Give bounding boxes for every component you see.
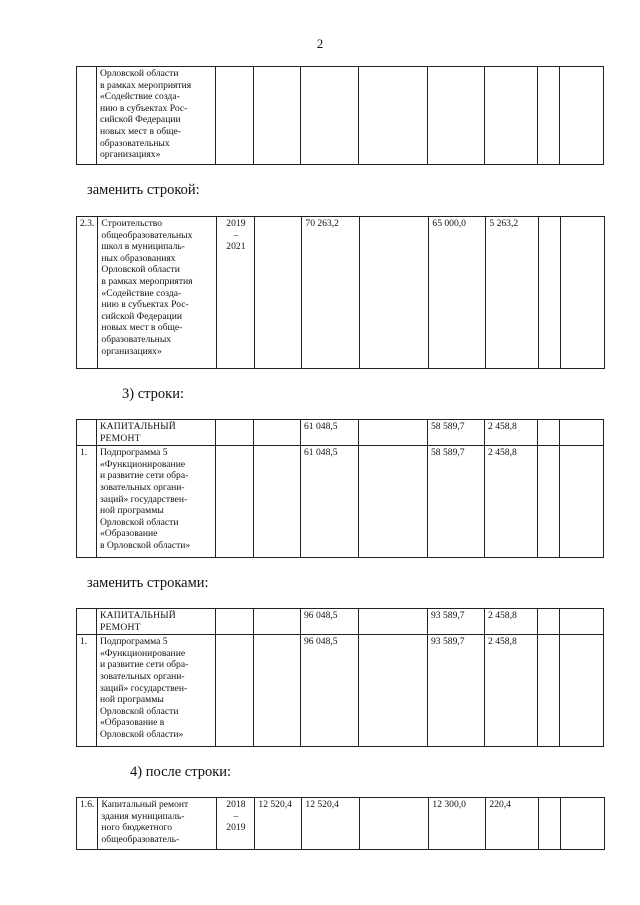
cell-value — [561, 798, 605, 850]
row-description: КАПИТАЛЬНЫЙ РЕМОНТ — [97, 609, 216, 635]
table-fragment-3 — [76, 419, 604, 558]
row-years — [216, 446, 254, 558]
cell-value — [538, 446, 560, 558]
cell-value — [539, 798, 561, 850]
cell-value: 93 589,7 — [428, 609, 485, 635]
row-years — [216, 635, 254, 747]
cell-value — [538, 609, 560, 635]
table-row — [77, 217, 605, 369]
cell-value: 58 589,7 — [428, 446, 485, 558]
cell-value — [560, 635, 604, 747]
cell-value — [360, 217, 429, 369]
table-row — [77, 609, 604, 635]
table-fragment-5 — [76, 797, 605, 850]
row-number — [77, 67, 97, 165]
heading-replace-with-rows: заменить строками: — [87, 575, 209, 591]
cell-value — [254, 67, 301, 165]
cell-value — [254, 420, 301, 446]
cell-value: 96 048,5 — [301, 609, 359, 635]
cell-value: 12 300,0 — [429, 798, 486, 850]
cell-value: 12 520,4 — [255, 798, 302, 850]
table-row — [77, 446, 604, 558]
heading-replace-with-row: заменить строкой: — [87, 182, 200, 198]
cell-value: 2 458,8 — [485, 446, 538, 558]
heading-after-row: 4) после строки: — [130, 764, 232, 780]
cell-value — [560, 420, 604, 446]
cell-value — [255, 217, 302, 369]
cell-value — [560, 609, 604, 635]
cell-value — [560, 446, 604, 558]
cell-value — [538, 67, 560, 165]
cell-value — [359, 446, 428, 558]
cell-value: 2 458,8 — [485, 420, 538, 446]
row-number — [77, 609, 97, 635]
table-fragment-4 — [76, 608, 604, 747]
cell-value — [539, 217, 561, 369]
row-number: 1. — [77, 635, 97, 747]
cell-value: 61 048,5 — [301, 420, 359, 446]
cell-value: 93 589,7 — [428, 635, 485, 747]
cell-value — [301, 67, 359, 165]
row-years — [216, 420, 254, 446]
table-row — [77, 798, 605, 850]
table-row — [77, 420, 604, 446]
cell-value: 5 263,2 — [486, 217, 539, 369]
cell-value — [359, 609, 428, 635]
cell-value — [254, 609, 301, 635]
row-number — [77, 420, 97, 446]
cell-value: 65 000,0 — [429, 217, 486, 369]
table-fragment-2 — [76, 216, 605, 369]
cell-value — [359, 635, 428, 747]
cell-value — [428, 67, 485, 165]
row-years: 2019 – 2021 — [217, 217, 255, 369]
row-description: Капитальный ремонт здания муниципаль- ного бюджетного общеобразователь- — [98, 798, 217, 850]
row-number: 1.6. — [77, 798, 98, 850]
row-description: Строительство общеобразовательных школ в муниципаль- ных образованиях Орловской области в рамках мероприятия «Содействие созда- нию в субъектах Рос- сийской Федерации новых мест в обще- образовательных организациях» — [98, 217, 217, 369]
cell-value — [254, 635, 301, 747]
row-years — [216, 609, 254, 635]
row-description: КАПИТАЛЬНЫЙ РЕМОНТ — [97, 420, 216, 446]
cell-value — [561, 217, 605, 369]
cell-value: 2 458,8 — [485, 609, 538, 635]
table-row — [77, 67, 604, 165]
cell-value: 220,4 — [486, 798, 539, 850]
cell-value — [360, 798, 429, 850]
page-number: 2 — [316, 36, 324, 51]
row-years: 2018 – 2019 — [217, 798, 255, 850]
cell-value: 96 048,5 — [301, 635, 359, 747]
cell-value — [359, 67, 428, 165]
cell-value — [359, 420, 428, 446]
row-description: Подпрограмма 5 «Функционирование и развитие сети обра- зовательных органи- заций» государствен- ной программы Орловской области «Образование в Орловской области» — [97, 635, 216, 747]
table-row — [77, 635, 604, 747]
table-fragment-1 — [76, 66, 604, 165]
cell-value — [560, 67, 604, 165]
row-number: 1. — [77, 446, 97, 558]
cell-value: 2 458,8 — [485, 635, 538, 747]
cell-value — [254, 446, 301, 558]
cell-value — [538, 635, 560, 747]
cell-value — [538, 420, 560, 446]
row-years — [216, 67, 254, 165]
cell-value: 61 048,5 — [301, 446, 359, 558]
cell-value: 12 520,4 — [302, 798, 360, 850]
row-description: Орловской области в рамках мероприятия «Содействие созда- нию в субъектах Рос- сийской Федерации новых мест в обще- образовательных организациях» — [97, 67, 216, 165]
cell-value: 70 263,2 — [302, 217, 360, 369]
row-number: 2.3. — [77, 217, 98, 369]
row-description: Подпрограмма 5 «Функционирование и развитие сети обра- зовательных органи- заций» государствен- ной программы Орловской области «Образование в Орловской области» — [97, 446, 216, 558]
cell-value: 58 589,7 — [428, 420, 485, 446]
heading-rows: 3) строки: — [122, 386, 184, 402]
cell-value — [485, 67, 538, 165]
